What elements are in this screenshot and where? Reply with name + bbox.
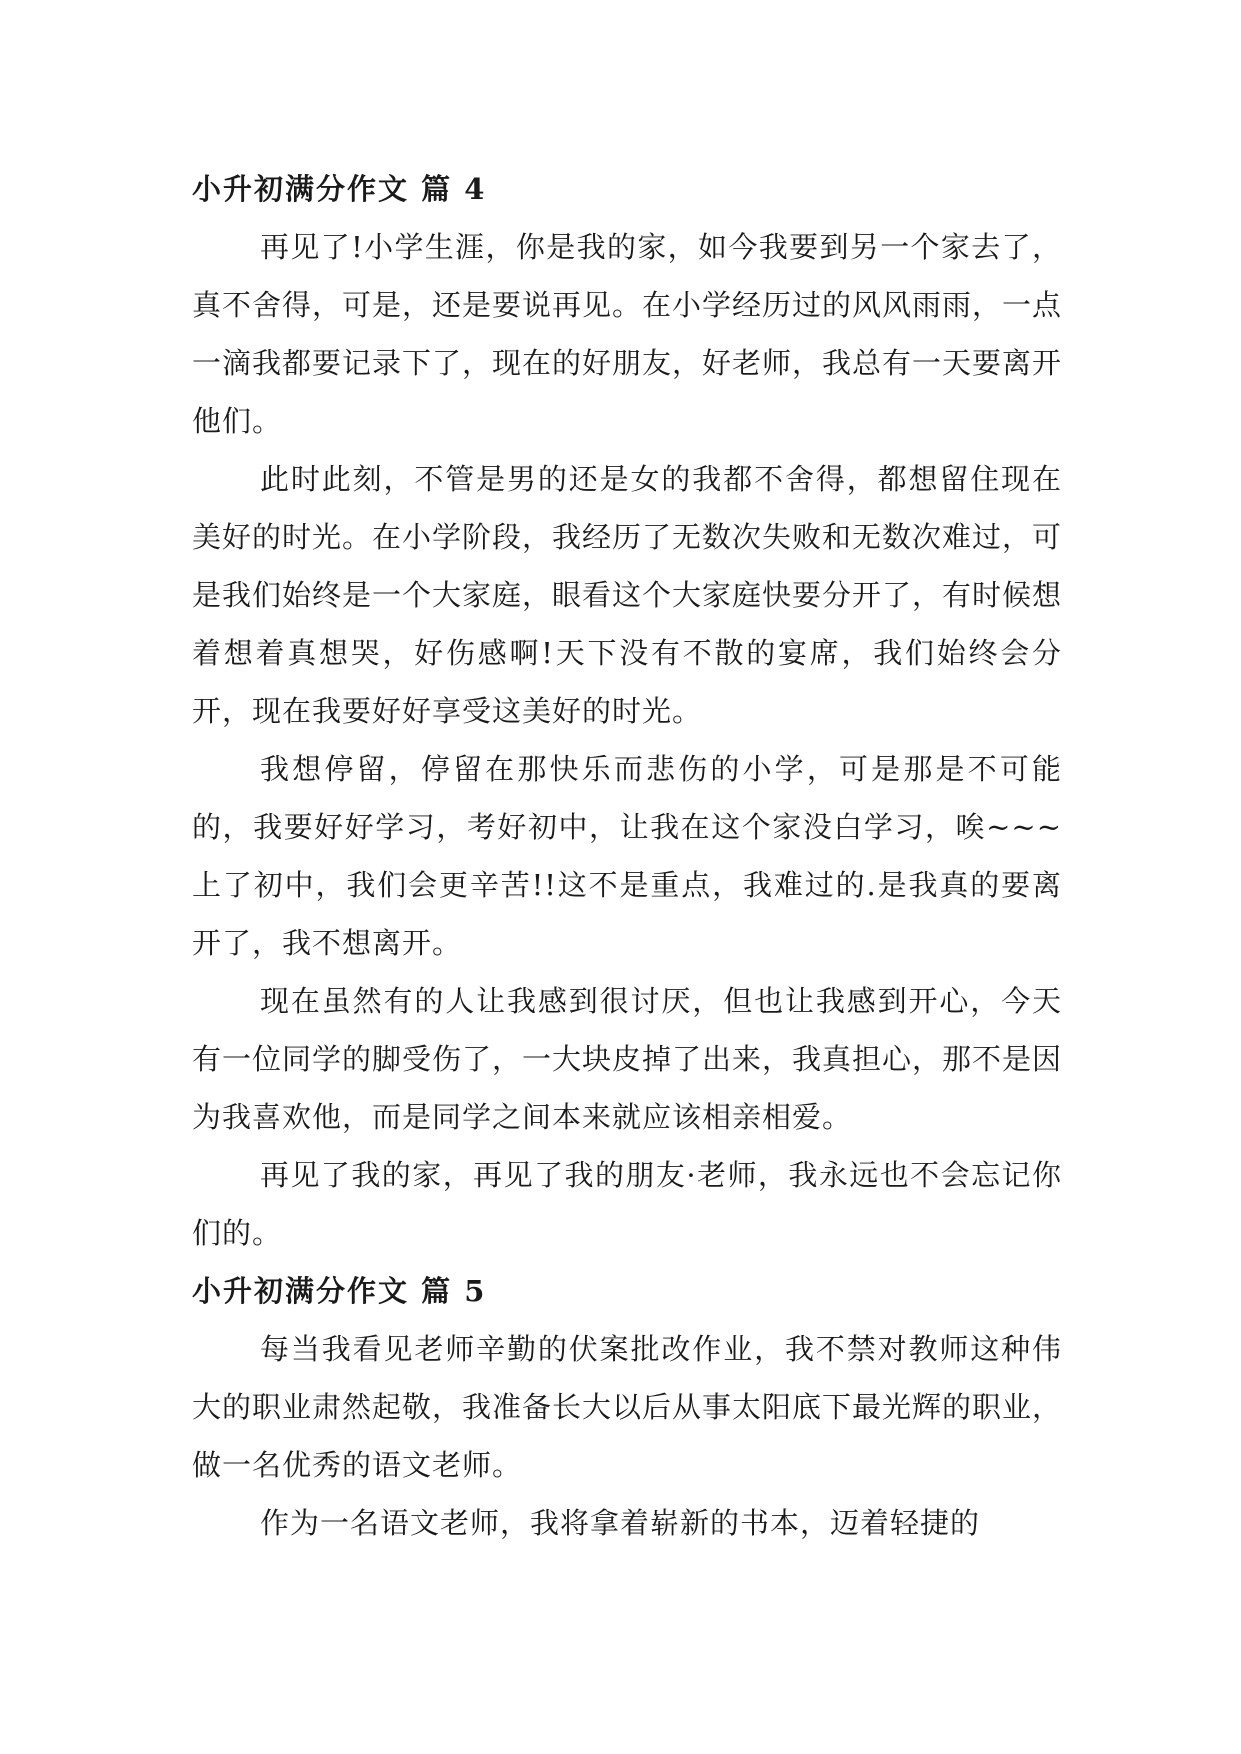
section-title-5: 小升初满分作文 篇 5: [192, 1274, 487, 1308]
document-page: [192, 160, 1062, 1552]
paragraph: 现在虽然有的人让我感到很讨厌，但也让我感到开心，今天有一位同学的脚受伤了，一大块皮掉了出来，我真担心，那不是因为我喜欢他，而是同学之间本来就应该相亲相爱。: [192, 984, 1063, 1134]
paragraph: 再见了我的家，再见了我的朋友·老师，我永远也不会忘记你们的。: [192, 1158, 1062, 1250]
section-title-4: 小升初满分作文 篇 4: [192, 172, 487, 206]
paragraph: 此时此刻，不管是男的还是女的我都不舍得，都想留住现在美好的时光。在小学阶段，我经历了无数次失败和无数次难过，可是我们始终是一个大家庭，眼看这个大家庭快要分开了，有时候想着想着真想哭，好伤感啊!天下没有不散的宴席，我们始终会分开，现在我要好好享受这美好的时光。: [192, 462, 1063, 728]
paragraph: 作为一名语文老师，我将拿着崭新的书本，迈着轻捷的: [260, 1506, 981, 1540]
paragraph: 再见了!小学生涯，你是我的家，如今我要到另一个家去了，真不舍得，可是，还是要说再见。在小学经历过的风风雨雨，一点一滴我都要记录下了，现在的好朋友，好老师，我总有一天要离开他们。: [192, 230, 1063, 438]
paragraph: 每当我看见老师辛勤的伏案批改作业，我不禁对教师这种伟大的职业肃然起敬，我准备长大以后从事太阳底下最光辉的职业，做一名优秀的语文老师。: [192, 1332, 1063, 1482]
paragraph: 我想停留，停留在那快乐而悲伤的小学，可是那是不可能的，我要好好学习，考好初中，让我在这个家没白学习，唉~~~上了初中，我们会更辛苦!!这不是重点，我难过的.是我真的要离开了，我不想离开。: [192, 752, 1062, 960]
